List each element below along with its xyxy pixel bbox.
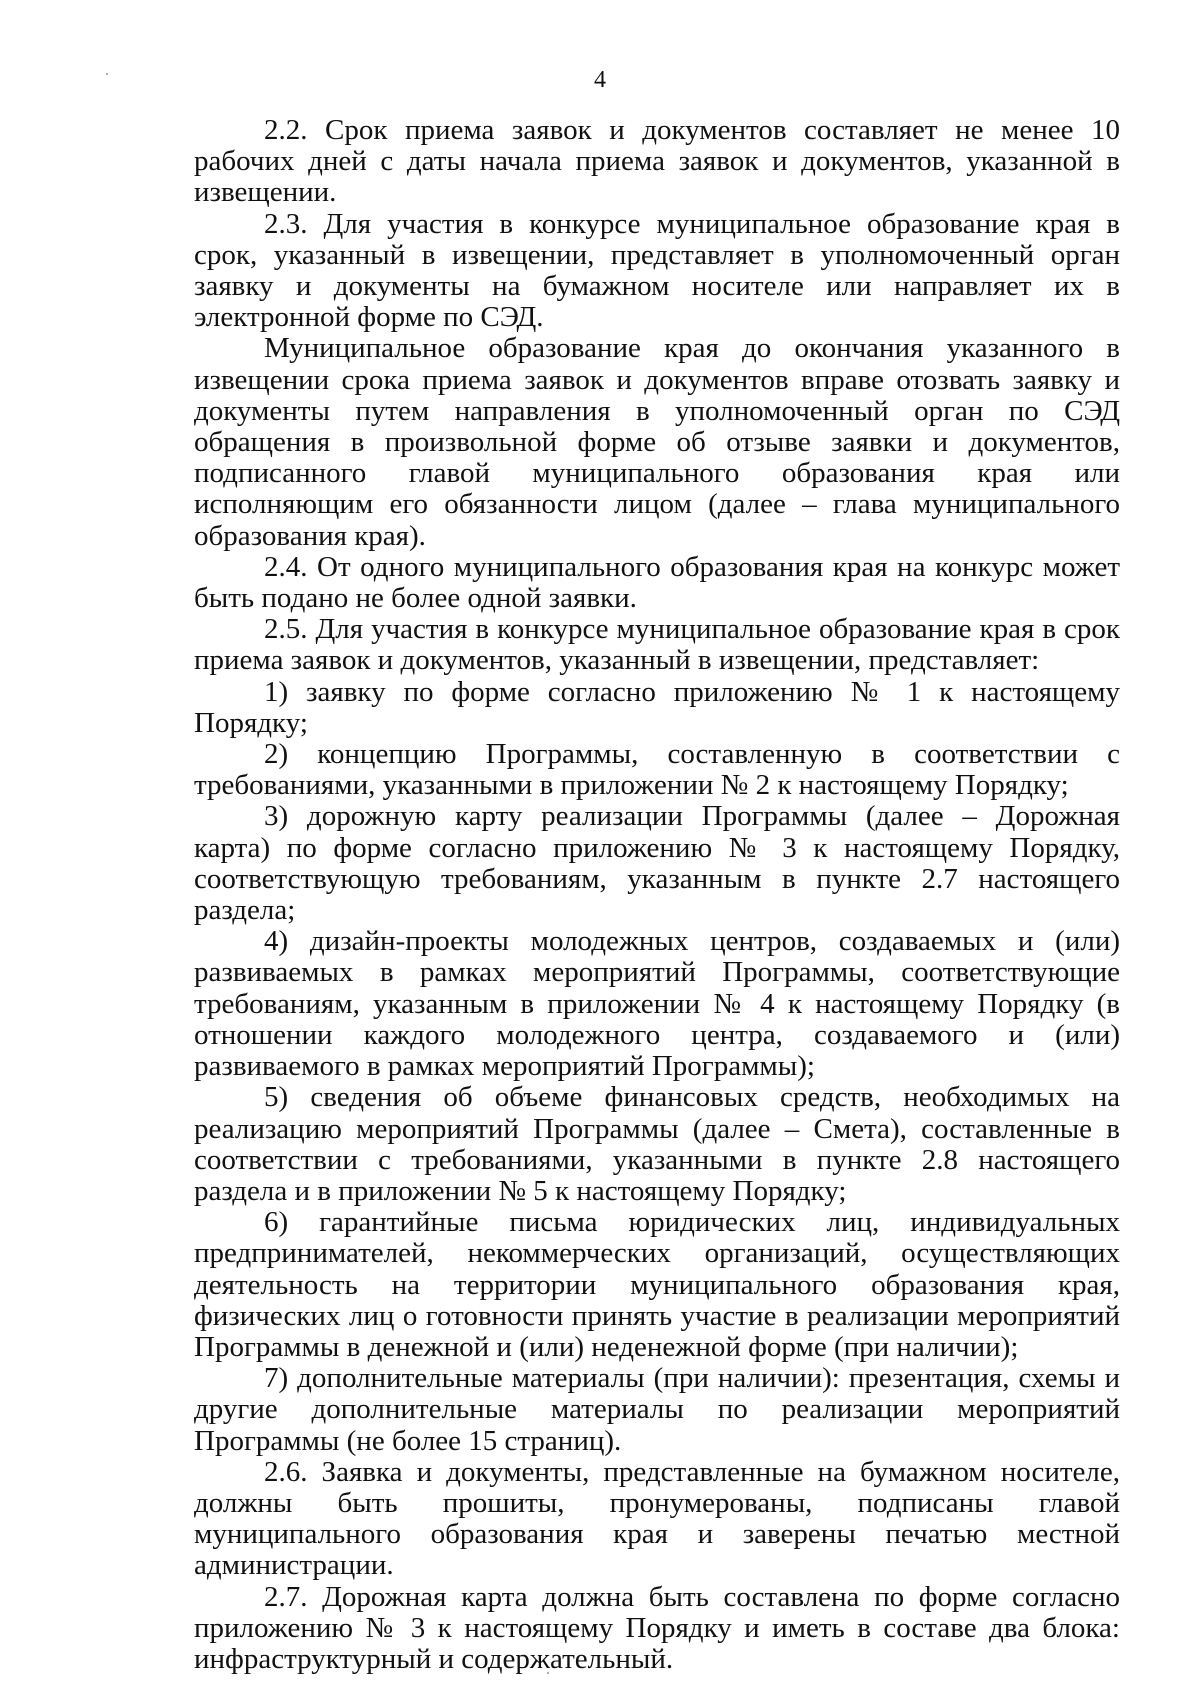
list-item-4: 4) дизайн-проекты молодежных центров, создаваемых и (или) развиваемых в рамках мероприятий Программы, соответствующие требованиям, указанным в приложении № 4 к настоящему Порядку (в отношении каждого молодежного центра, создаваемого и (или) развиваемого в рамках мероприятий Программы); xyxy=(194,925,1120,1083)
list-item-3: 3) дорожную карту реализации Программы (далее – Дорожная карта) по форме согласно приложению № 3 к настоящему Порядку, соответствующую требованиям, указанным в пункте 2.7 настоящего раздела; xyxy=(194,800,1120,927)
document-body xyxy=(194,115,1120,1675)
paragraph-2-6: 2.6. Заявка и документы, представленные на бумажном носителе, должны быть прошиты, пронумерованы, подписаны главой муниципального образования края и заверены печатью местной администрации. xyxy=(194,1455,1120,1582)
paragraph-2-7: 2.7. Дорожная карта должна быть составлена по форме согласно приложению № 3 к настоящему Порядку и иметь в составе два блока: инфраструктурный и содержательный. xyxy=(194,1580,1120,1675)
list-item-1: 1) заявку по форме согласно приложению № 1 к настоящему Порядку; xyxy=(194,675,1120,739)
list-item-6: 6) гарантийные письма юридических лиц, индивидуальных предпринимателей, некоммерческих организаций, осуществляющих деятельность на территории муниципального образования края, физических лиц о готовности принять участие в реализации мероприятий Программы в денежной и (или) неденежной форме (при наличии); xyxy=(194,1206,1120,1363)
paragraph-2-3: 2.3. Для участия в конкурсе муниципальное образование края в срок, указанный в извещении, представляет в уполномоченный орган заявку и документы на бумажном носителе или направляет их в электронной форме по СЭД. xyxy=(194,207,1120,334)
list-item-7: 7) дополнительные материалы (при наличии): презентация, схемы и другие дополнительные материалы по реализации мероприятий Программы (не более 15 страниц). xyxy=(194,1362,1120,1457)
list-item-2: 2) концепцию Программы, составленную в соответствии с требованиями, указанными в приложении № 2 к настоящему Порядку; xyxy=(194,738,1120,802)
paragraph-2-2: 2.2. Срок приема заявок и документов составляет не менее 10 рабочих дней с даты начала приема заявок и документов, указанной в извещении. xyxy=(194,114,1120,209)
list-item-5: 5) сведения об объеме финансовых средств, необходимых на реализацию мероприятий Программы (далее – Смета), составленные в соответствии с требованиями, указанными в пункте 2.8 настоящего раздела и в приложении № 5 к настоящему Порядку; xyxy=(194,1081,1120,1207)
paragraph-withdrawal: Муниципальное образование края до окончания указанного в извещении срока приема заявок и документов вправе отозвать заявку и документы путем направления в уполномоченный орган по СЭД обращения в произвольной форме об отзыве заявки и документов, подписанного главой муниципального образования края или исполняющим его обязанности лицом (далее – глава муниципального образования края). xyxy=(194,332,1120,552)
paragraph-2-5: 2.5. Для участия в конкурсе муниципальное образование края в срок приема заявок и документов, указанный в извещении, представляет: xyxy=(194,613,1120,677)
paragraph-2-4: 2.4. От одного муниципального образования края на конкурс может быть подано не более одной заявки. xyxy=(194,550,1120,615)
page-number: 4 xyxy=(594,67,606,93)
